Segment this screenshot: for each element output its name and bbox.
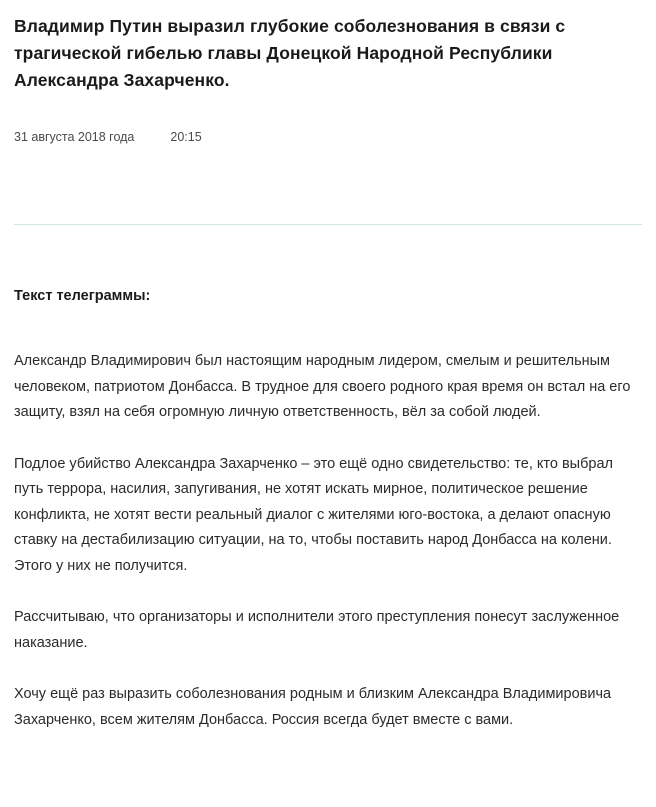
section-divider — [14, 224, 642, 225]
page-title: Владимир Путин выразил глубокие соболезнования в связи с трагической гибелью главы Донецкой Народной Республики Александра Захарченко. — [14, 16, 566, 90]
article-body — [14, 285, 642, 733]
article-meta — [14, 130, 642, 144]
publish-date: 31 августа 2018 года — [14, 130, 135, 144]
article-paragraph: Хочу ещё раз выразить соболезнования родным и близким Александра Владимировича Захарченко, всем жителям Донбасса. Россия всегда будет вместе с вами. — [14, 686, 612, 728]
publish-time: 20:15 — [170, 130, 202, 144]
article-paragraph: Рассчитываю, что организаторы и исполнители этого преступления понесут заслуженное наказание. — [14, 609, 620, 651]
article-paragraph: Александр Владимирович был настоящим народным лидером, смелым и решительным человеком, патриотом Донбасса. В трудное для своего родного края время он встал на его защиту, взял на себя огромную личную ответственность, вёл за собой людей. — [14, 353, 631, 420]
article-paragraph: Подлое убийство Александра Захарченко – это ещё одно свидетельство: те, кто выбрал путь террора, насилия, запугивания, не хотят искать мирное, политическое решение конфликта, не хотят вести реальный диалог с жителями юго-востока, а делают опасную ставку на дестабилизацию ситуации, на то, чтобы поставить народ Донбасса на колени. Этого у них не получится. — [14, 455, 613, 574]
telegram-heading: Текст телеграммы: — [14, 288, 151, 304]
